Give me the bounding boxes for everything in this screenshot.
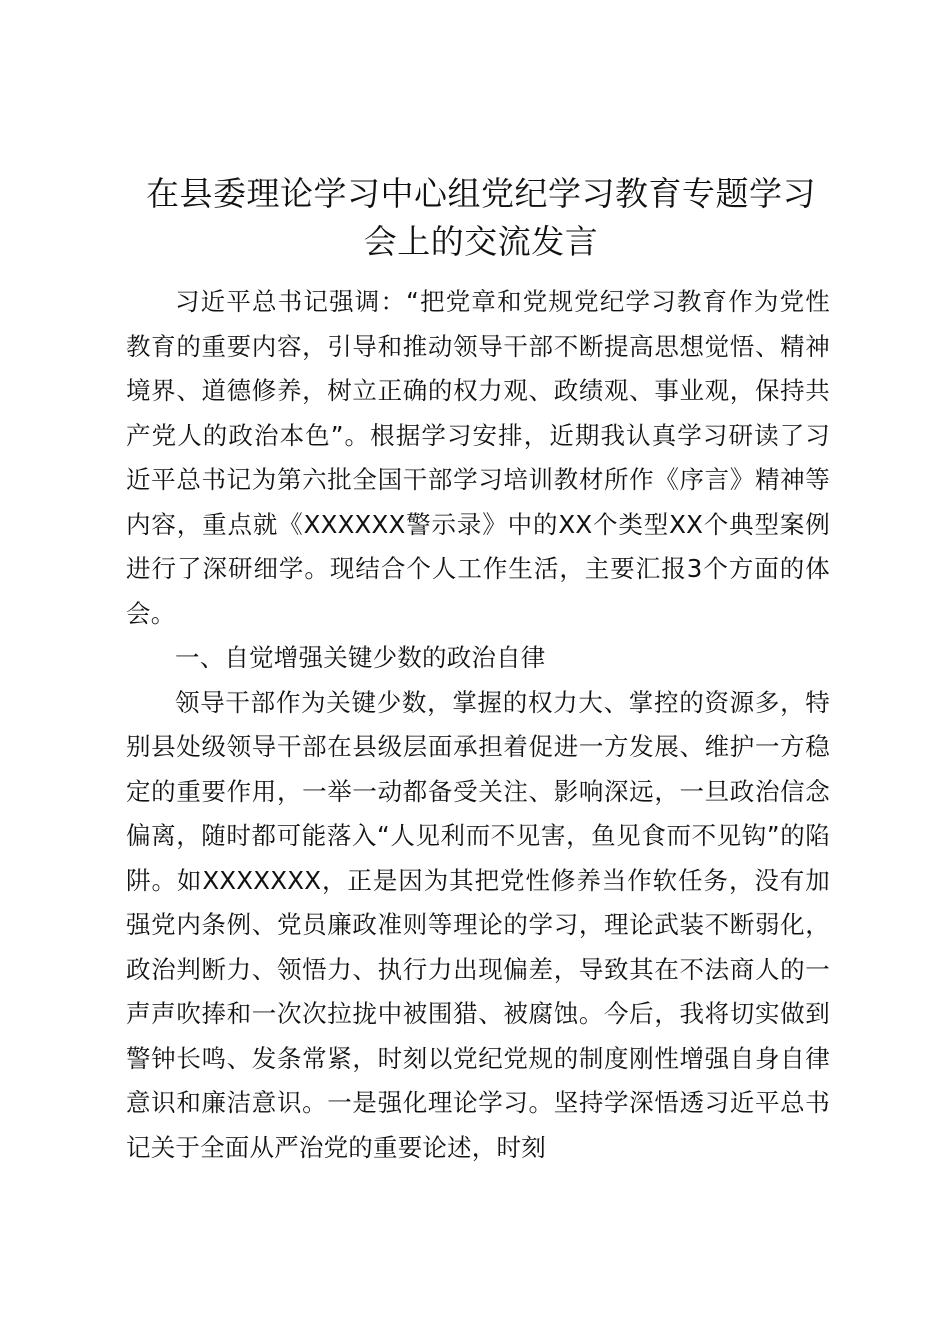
section-1-heading: 一、自觉增强关键少数的政治自律 <box>175 643 546 672</box>
section-1-paragraph: 领导干部作为关键少数，掌握的权力大、掌控的资源多，特别县处级领导干部在县级层面承担着促进一方发展、维护一方稳定的重要作用，一举一动都备受关注、影响深远，一旦政治信念偏离，随时都可能落入“人见利而不见害，鱼见食而不见钩”的陷阱。如XXXXXXX，正是因为其把党性修养当作软任务，没有加强党内条例、党员廉政准则等理论的学习，理论武装不断弱化，政治判断力、领悟力、执行力出现偏差，导致其在不法商人的一声声吹捧和一次次拉拢中被围猎、被腐蚀。今后，我将切实做到警钟长鸣、发条常紧，时刻以党纪党规的制度刚性增强自身自律意识和廉洁意识。一是强化理论学习。坚持学深悟透习近平总书记关于全面从严治党的重要论述，时刻 <box>126 687 830 1162</box>
document-body <box>126 280 830 1170</box>
document-title <box>126 170 830 266</box>
intro-paragraph: 习近平总书记强调：“把党章和党规党纪学习教育作为党性教育的重要内容，引导和推动领导干部不断提高思想觉悟、精神境界、道德修养，树立正确的权力观、政绩观、事业观，保持共产党人的政治本色”。根据学习安排，近期我认真学习研读了习近平总书记为第六批全国干部学习培训教材所作《序言》精神等内容，重点就《XXXXXX警示录》中的XX个类型XX个典型案例进行了深研细学。现结合个人工作生活，主要汇报3个方面的体会。 <box>126 287 830 628</box>
title-line-1: 在县委理论学习中心组党纪学习教育专题学习 <box>146 174 816 213</box>
title-line-2: 会上的交流发言 <box>363 222 599 261</box>
